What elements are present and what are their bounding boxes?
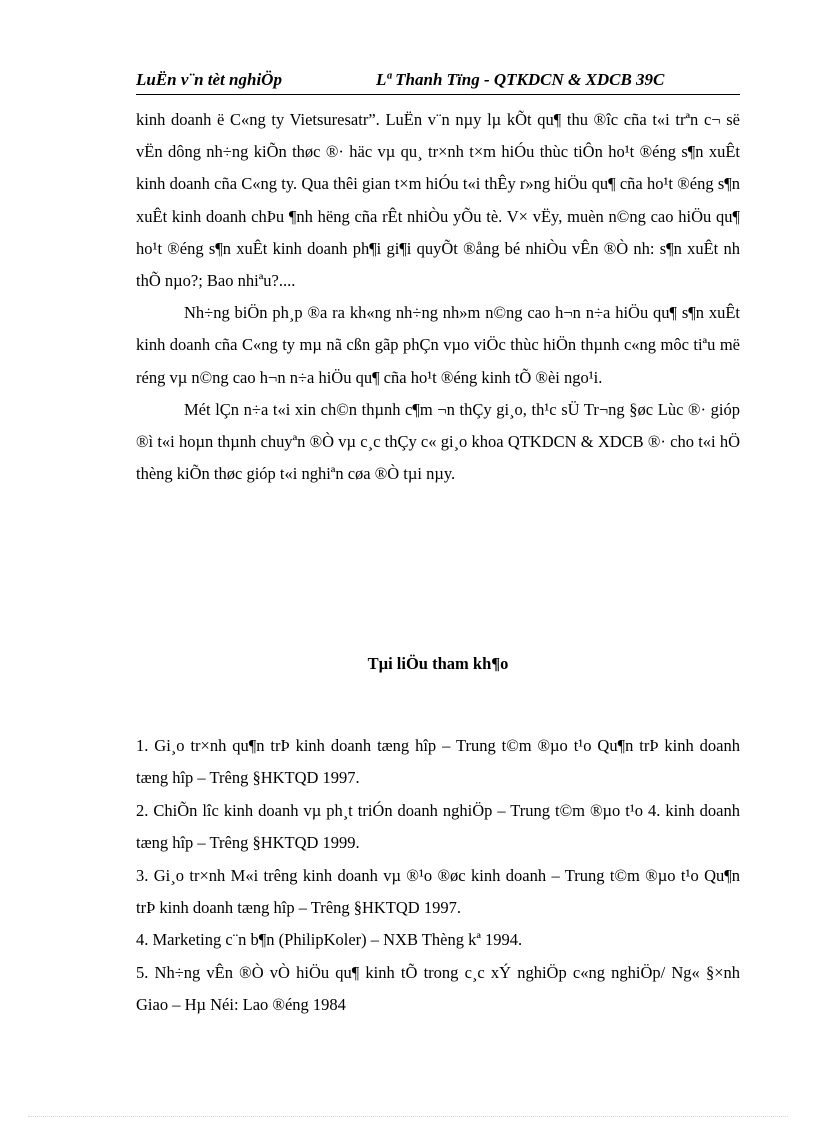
paragraph: Nh÷ng biÖn ph¸p ®a ra kh«ng nh÷ng nh»m n©ng cao h¬n n÷a hiÖu qu¶ s¶n xuÊt kinh doanh cña C«ng ty mµ nã cßn gãp phÇn vµo viÖc thùc hiÖn thµnh c«ng môc tiªu më réng vµ n©ng cao h¬n n÷a hiÖu qu¶ cña ho¹t ®éng kinh tÕ ®èi ngo¹i.	[136, 303, 740, 387]
reference-item: 1. Gi¸o tr×nh qu¶n trÞ kinh doanh tæng hîp – Trung t©m ®µo t¹o Qu¶n trÞ kinh doanh tæng hîp – Trêng §HKTQD 1997.	[136, 736, 740, 788]
page-bottom-divider	[28, 1116, 788, 1117]
reference-item: 2. ChiÕn lîc kinh doanh vµ ph¸t triÓn doanh nghiÖp – Trung t©m ®µo t¹o 4. kinh doanh tæng hîp – Trêng §HKTQD 1999.	[136, 800, 740, 853]
reference-item: 4. Marketing c¨n b¶n (PhilipKoler) – NXB Thèng kª 1994.	[136, 930, 523, 950]
reference-item: 5. Nh÷ng vÊn ®Ò vÒ hiÖu qu¶ kinh tÕ trong c¸c xÝ nghiÖp c«ng nghiÖp/ Ng« §×nh Giao – Hµ Néi: Lao ®éng 1984	[136, 962, 740, 1015]
references-title: Tµi liÖu tham kh¶o	[367, 654, 509, 673]
reference-item: 3. Gi¸o tr×nh M«i trêng kinh doanh vµ ®¹o ®øc kinh doanh – Trung t©m ®µo t¹o Qu¶n trÞ kinh doanh tæng hîp – Trêng §HKTQD 1997.	[136, 865, 740, 918]
paragraph: Mét lÇn n÷a t«i xin ch©n thµnh c¶m ¬n thÇy gi¸o, th¹c sÜ Tr¬ng §øc Lùc ®· gióp ®ì t«i hoµn thµnh chuyªn ®Ò vµ c¸c thÇy c« gi¸o khoa QTKDCN & XDCB ®· cho t«i hÖ thèng kiÕn thøc gióp t«i nghiªn cøa ®Ò tµi nµy.	[136, 399, 740, 484]
header-thesis-label: LuËn v¨n tèt nghiÖp	[136, 70, 282, 89]
body-text	[136, 104, 740, 490]
paragraph: kinh doanh ë C«ng ty Vietsuresatr”. LuËn v¨n nµy lµ kÕt qu¶ thu ®îc cña t«i trªn c¬ së vËn dông nh÷ng kiÕn thøc ®· häc vµ qu¸ tr×nh t×m hiÓu thùc tiÔn ho¹t ®éng s¶n xuÊt kinh doanh cña C«ng ty. Qua thêi gian t×m hiÓu t«i thÊy r»ng hiÖu qu¶ cña ho¹t ®éng s¶n xuÊt kinh doanh chÞu ¶nh hëng cña rÊt nhiÒu yÕu tè. V× vËy, muèn n©ng cao hiÖu qu¶ ho¹t ®éng s¶n xuÊt kinh doanh ph¶i gi¶i quyÕt ®ång bé nhiÒu vÊn ®Ò nh: s¶n xuÊt nh thÕ nµo?; Bao nhiªu?....	[136, 110, 740, 291]
running-header	[136, 68, 740, 95]
references-list	[136, 730, 740, 1022]
header-author: Lª Thanh Tïng - QTKDCN & XDCB 39C	[376, 70, 665, 89]
